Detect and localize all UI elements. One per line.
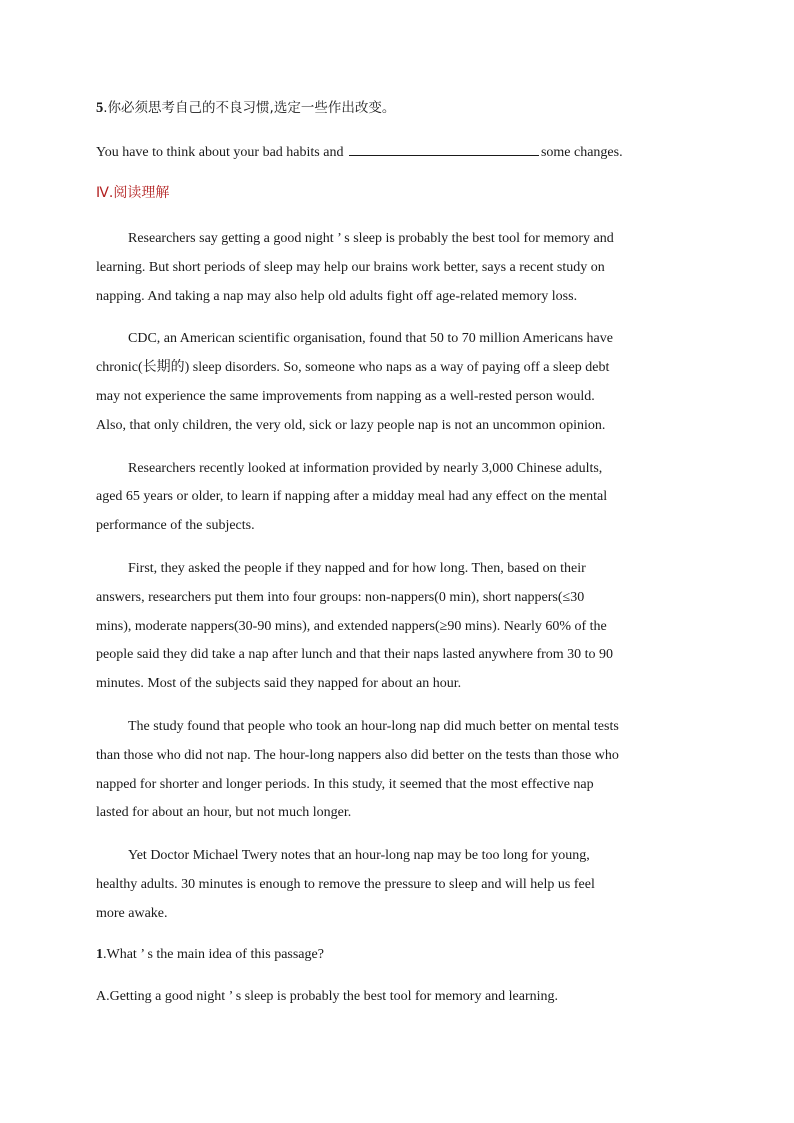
paragraph-line: may not experience the same improvements from napping as a well-rested person would. — [96, 388, 595, 404]
paragraph-2 — [96, 325, 696, 440]
paragraph-line: Researchers say getting a good night ’ s sleep is probably the best tool for memory and — [128, 231, 614, 246]
question-number: 1 — [96, 946, 103, 962]
exercise-chinese-text: .你必须思考自己的不良习惯,选定一些作出改变。 — [103, 100, 396, 116]
paragraph-line: Also, that only children, the very old, sick or lazy people nap is not an uncommon opinion. — [96, 417, 606, 433]
paragraph-line: minutes. Most of the subjects said they napped for about an hour. — [96, 676, 462, 692]
paragraph-line: people said they did take a nap after lunch and that their naps lasted anywhere from 30 to 90 — [96, 647, 614, 663]
paragraph-line: Researchers recently looked at information provided by nearly 3,000 Chinese adults, — [128, 460, 603, 476]
paragraph-5 — [96, 713, 696, 828]
paragraph-line: lasted for about an hour, but not much longer. — [96, 805, 352, 821]
paragraph-line: than those who did not nap. The hour-long nappers also did better on the tests than those who — [96, 747, 619, 763]
paragraph-1 — [96, 225, 696, 311]
section-title-reading: Ⅳ.阅读理解 — [96, 185, 170, 201]
answer-blank[interactable] — [349, 141, 539, 156]
paragraph-3 — [96, 455, 696, 541]
paragraph-line: CDC, an American scientific organisation, found that 50 to 70 million Americans have — [128, 331, 613, 347]
sentence-before-blank: You have to think about your bad habits and — [96, 145, 347, 160]
paragraph-line: mins), moderate nappers(30-90 mins), and extended nappers(≥90 mins). Nearly 60% of the — [96, 618, 607, 634]
paragraph-line: Yet Doctor Michael Twery notes that an hour-long nap may be too long for young, — [128, 848, 590, 864]
option-a[interactable]: A.Getting a good night ’ s sleep is probably the best tool for memory and learning. — [96, 988, 559, 1004]
question-1 — [96, 945, 696, 965]
sentence-after-blank: some changes. — [540, 145, 623, 160]
paragraph-line: answers, researchers put them into four groups: non-nappers(0 min), short nappers(≤30 — [96, 589, 585, 605]
paragraph-4 — [96, 555, 696, 699]
paragraph-line: napping. And taking a nap may also help old adults fight off age-related memory loss. — [96, 288, 578, 304]
exercise-number: 5 — [96, 100, 104, 116]
paragraph-line: The study found that people who took an hour-long nap did much better on mental tests — [128, 718, 619, 734]
paragraph-line: learning. But short periods of sleep may help our brains work better, says a recent study on — [96, 259, 605, 275]
paragraph-line: First, they asked the people if they napped and for how long. Then, based on their — [128, 560, 586, 576]
exercise-5-prompt — [96, 98, 696, 118]
paragraph-line: aged 65 years or older, to learn if napping after a midday meal had any effect on the mental — [96, 489, 608, 505]
paragraph-6 — [96, 842, 696, 928]
question-text: .What ’ s the main idea of this passage? — [103, 946, 324, 962]
document-page — [96, 98, 696, 1007]
paragraph-line: healthy adults. 30 minutes is enough to remove the pressure to sleep and will help us feel — [96, 876, 595, 892]
paragraph-line: more awake. — [96, 905, 168, 921]
paragraph-line: chronic(长期的) sleep disorders. So, someone who naps as a way of paying off a sleep debt — [96, 360, 610, 376]
paragraph-line: performance of the subjects. — [96, 518, 255, 534]
paragraph-line: napped for shorter and longer periods. In this study, it seemed that the most effective nap — [96, 776, 594, 792]
exercise-5-sentence — [96, 141, 696, 161]
